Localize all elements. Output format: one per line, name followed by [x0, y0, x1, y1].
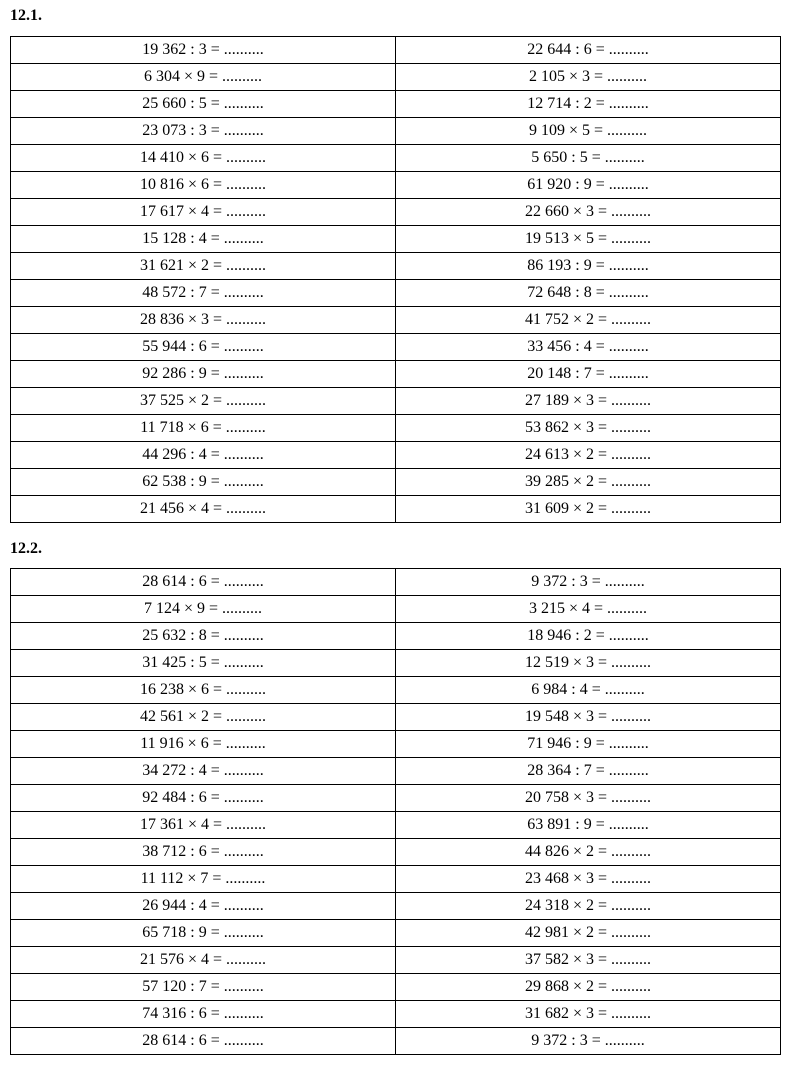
- exercise-row: [11, 920, 781, 947]
- exercise-row: [11, 199, 781, 226]
- exercise-right: 33 456 : 4 = ..........: [396, 334, 781, 361]
- exercise-right: 19 513 × 5 = ..........: [396, 226, 781, 253]
- exercise-row: [11, 253, 781, 280]
- exercise-right: 29 868 × 2 = ..........: [396, 974, 781, 1001]
- exercise-left: 28 836 × 3 = ..........: [11, 307, 396, 334]
- exercise-table: [10, 568, 781, 1055]
- exercise-left: 34 272 : 4 = ..........: [11, 758, 396, 785]
- exercise-right: 20 758 × 3 = ..........: [396, 785, 781, 812]
- exercise-row: [11, 839, 781, 866]
- exercise-right: 37 582 × 3 = ..........: [396, 947, 781, 974]
- exercise-right: 22 644 : 6 = ..........: [396, 37, 781, 64]
- exercise-left: 16 238 × 6 = ..........: [11, 677, 396, 704]
- section-title: 12.2.: [10, 540, 42, 557]
- exercise-right: 72 648 : 8 = ..........: [396, 280, 781, 307]
- exercise-right: 24 318 × 2 = ..........: [396, 893, 781, 920]
- exercise-left: 15 128 : 4 = ..........: [11, 226, 396, 253]
- exercise-right: 39 285 × 2 = ..........: [396, 469, 781, 496]
- exercise-left: 14 410 × 6 = ..........: [11, 145, 396, 172]
- exercise-row: [11, 677, 781, 704]
- exercise-right: 44 826 × 2 = ..........: [396, 839, 781, 866]
- exercise-left: 11 916 × 6 = ..........: [11, 731, 396, 758]
- exercise-left: 28 614 : 6 = ..........: [11, 569, 396, 596]
- exercise-row: [11, 596, 781, 623]
- exercise-row: [11, 172, 781, 199]
- exercise-left: 7 124 × 9 = ..........: [11, 596, 396, 623]
- exercise-left: 31 621 × 2 = ..........: [11, 253, 396, 280]
- exercise-row: [11, 569, 781, 596]
- exercise-right: 61 920 : 9 = ..........: [396, 172, 781, 199]
- exercise-row: [11, 1028, 781, 1055]
- exercise-row: [11, 623, 781, 650]
- exercise-right: 63 891 : 9 = ..........: [396, 812, 781, 839]
- exercise-left: 44 296 : 4 = ..........: [11, 442, 396, 469]
- exercise-row: [11, 785, 781, 812]
- exercise-left: 57 120 : 7 = ..........: [11, 974, 396, 1001]
- exercise-right: 31 609 × 2 = ..........: [396, 496, 781, 523]
- exercise-left: 31 425 : 5 = ..........: [11, 650, 396, 677]
- exercise-table-body: [11, 37, 781, 523]
- exercise-row: [11, 388, 781, 415]
- exercise-right: 23 468 × 3 = ..........: [396, 866, 781, 893]
- exercise-left: 38 712 : 6 = ..........: [11, 839, 396, 866]
- exercise-right: 41 752 × 2 = ..........: [396, 307, 781, 334]
- exercise-row: [11, 731, 781, 758]
- exercise-left: 92 286 : 9 = ..........: [11, 361, 396, 388]
- exercise-right: 42 981 × 2 = ..........: [396, 920, 781, 947]
- exercise-left: 21 576 × 4 = ..........: [11, 947, 396, 974]
- exercise-left: 55 944 : 6 = ..........: [11, 334, 396, 361]
- exercise-left: 17 361 × 4 = ..........: [11, 812, 396, 839]
- exercise-left: 17 617 × 4 = ..........: [11, 199, 396, 226]
- exercise-right: 9 109 × 5 = ..........: [396, 118, 781, 145]
- exercise-row: [11, 442, 781, 469]
- exercise-right: 9 372 : 3 = ..........: [396, 569, 781, 596]
- exercise-row: [11, 704, 781, 731]
- exercise-right: 12 519 × 3 = ..........: [396, 650, 781, 677]
- exercise-left: 65 718 : 9 = ..........: [11, 920, 396, 947]
- exercise-right: 12 714 : 2 = ..........: [396, 91, 781, 118]
- exercise-left: 21 456 × 4 = ..........: [11, 496, 396, 523]
- section-title: 12.1.: [10, 7, 42, 24]
- exercise-right: 71 946 : 9 = ..........: [396, 731, 781, 758]
- exercise-row: [11, 812, 781, 839]
- exercise-row: [11, 947, 781, 974]
- exercise-table-body: [11, 569, 781, 1055]
- exercise-row: [11, 118, 781, 145]
- exercise-right: 53 862 × 3 = ..........: [396, 415, 781, 442]
- exercise-row: [11, 334, 781, 361]
- exercise-left: 6 304 × 9 = ..........: [11, 64, 396, 91]
- exercise-right: 31 682 × 3 = ..........: [396, 1001, 781, 1028]
- exercise-right: 19 548 × 3 = ..........: [396, 704, 781, 731]
- exercise-row: [11, 415, 781, 442]
- exercise-right: 18 946 : 2 = ..........: [396, 623, 781, 650]
- exercise-row: [11, 469, 781, 496]
- exercise-right: 5 650 : 5 = ..........: [396, 145, 781, 172]
- exercise-left: 25 660 : 5 = ..........: [11, 91, 396, 118]
- exercise-right: 27 189 × 3 = ..........: [396, 388, 781, 415]
- exercise-row: [11, 650, 781, 677]
- exercise-row: [11, 866, 781, 893]
- exercise-right: 24 613 × 2 = ..........: [396, 442, 781, 469]
- exercise-right: 9 372 : 3 = ..........: [396, 1028, 781, 1055]
- exercise-row: [11, 226, 781, 253]
- exercise-left: 19 362 : 3 = ..........: [11, 37, 396, 64]
- exercise-left: 23 073 : 3 = ..........: [11, 118, 396, 145]
- exercise-row: [11, 145, 781, 172]
- exercise-left: 28 614 : 6 = ..........: [11, 1028, 396, 1055]
- exercise-left: 26 944 : 4 = ..........: [11, 893, 396, 920]
- exercise-row: [11, 91, 781, 118]
- exercise-right: 20 148 : 7 = ..........: [396, 361, 781, 388]
- exercise-left: 25 632 : 8 = ..........: [11, 623, 396, 650]
- exercise-row: [11, 361, 781, 388]
- exercise-right: 3 215 × 4 = ..........: [396, 596, 781, 623]
- exercise-left: 74 316 : 6 = ..........: [11, 1001, 396, 1028]
- exercise-table: [10, 36, 781, 523]
- exercise-right: 86 193 : 9 = ..........: [396, 253, 781, 280]
- exercise-row: [11, 37, 781, 64]
- exercise-row: [11, 64, 781, 91]
- exercise-left: 62 538 : 9 = ..........: [11, 469, 396, 496]
- exercise-left: 37 525 × 2 = ..........: [11, 388, 396, 415]
- exercise-row: [11, 893, 781, 920]
- exercise-row: [11, 307, 781, 334]
- exercise-left: 92 484 : 6 = ..........: [11, 785, 396, 812]
- exercise-row: [11, 496, 781, 523]
- exercise-left: 11 112 × 7 = ..........: [11, 866, 396, 893]
- exercise-left: 42 561 × 2 = ..........: [11, 704, 396, 731]
- exercise-right: 22 660 × 3 = ..........: [396, 199, 781, 226]
- exercise-right: 2 105 × 3 = ..........: [396, 64, 781, 91]
- exercise-left: 11 718 × 6 = ..........: [11, 415, 396, 442]
- exercise-left: 48 572 : 7 = ..........: [11, 280, 396, 307]
- exercise-row: [11, 758, 781, 785]
- exercise-right: 28 364 : 7 = ..........: [396, 758, 781, 785]
- exercise-row: [11, 974, 781, 1001]
- exercise-right: 6 984 : 4 = ..........: [396, 677, 781, 704]
- exercise-row: [11, 280, 781, 307]
- exercise-left: 10 816 × 6 = ..........: [11, 172, 396, 199]
- exercise-row: [11, 1001, 781, 1028]
